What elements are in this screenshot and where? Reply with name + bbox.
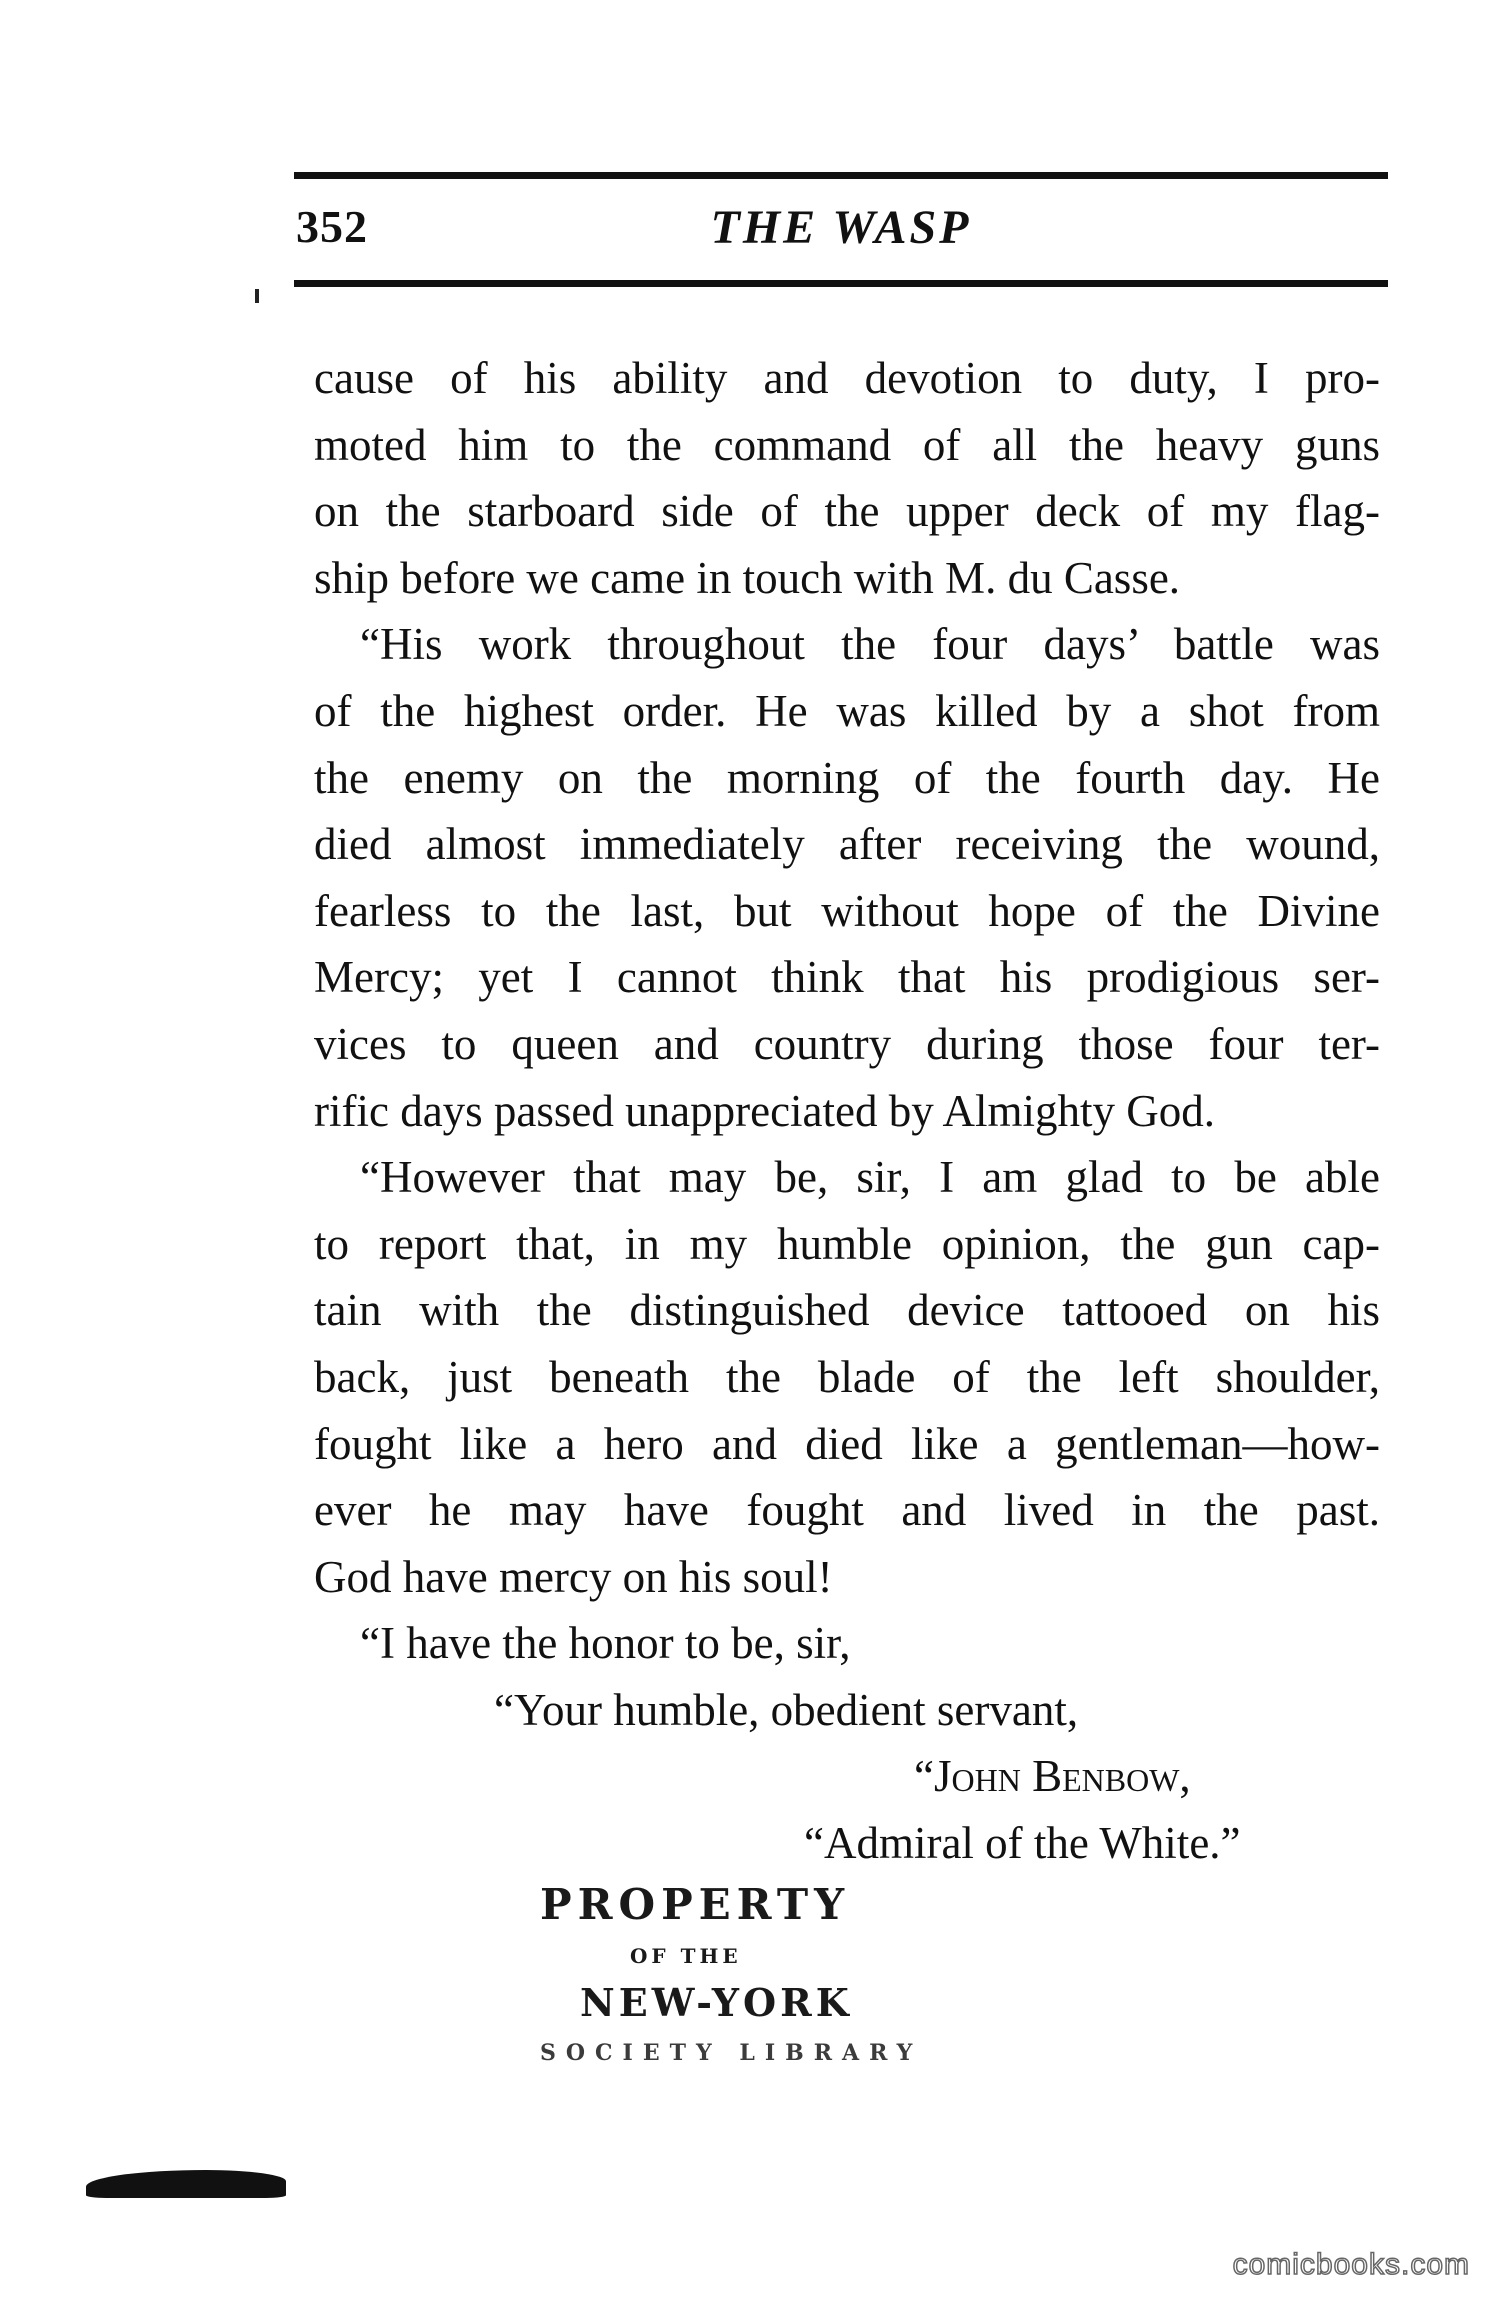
stray-ink-mark: [255, 289, 259, 303]
text-line: ever he may have fought and lived in the past.: [314, 1485, 1380, 1536]
page-number: 352: [296, 201, 368, 252]
ink-smudge: [86, 2170, 286, 2198]
running-title: THE WASP: [710, 201, 972, 254]
text-line: of the highest order. He was killed by a shot from: [314, 685, 1380, 736]
header-rule-bottom: [294, 280, 1388, 287]
text-line: moted him to the command of all the heavy guns: [314, 419, 1380, 470]
stamp-line: OF THE: [630, 1944, 742, 1968]
text-line: “However that may be, sir, I am glad to be able: [360, 1152, 1380, 1203]
closing-salutation: “Your humble, obedient servant,: [494, 1684, 1079, 1735]
text-line: to report that, in my humble opinion, the gun cap-: [314, 1218, 1380, 1269]
text-line: ship before we came in touch with M. du Casse.: [314, 552, 1181, 603]
stamp-line: PROPERTY: [540, 1880, 851, 1929]
text-line: died almost immediately after receiving the wound,: [314, 819, 1380, 870]
text-line: fought like a hero and died like a gentleman—how-: [314, 1418, 1380, 1469]
stamp-line: NEW-YORK: [580, 1980, 853, 2025]
body-text: [314, 345, 1380, 1877]
text-line: rific days passed unappreciated by Almighty God.: [314, 1085, 1216, 1136]
text-line: God have mercy on his soul!: [314, 1551, 833, 1602]
text-line: the enemy on the morning of the fourth day. He: [314, 752, 1380, 803]
text-line: fearless to the last, but without hope of the Divine: [314, 885, 1380, 936]
text-line: vices to queen and country during those four ter-: [314, 1018, 1380, 1069]
text-line: tain with the distinguished device tattooed on his: [314, 1285, 1380, 1336]
text-line: “His work throughout the four days’ battle was: [360, 619, 1380, 670]
signature-name: “John Benbow,: [914, 1751, 1191, 1802]
watermark: comicbooks.com: [1232, 2248, 1470, 2281]
text-line: back, just beneath the blade of the left shoulder,: [314, 1351, 1380, 1402]
text-line: on the starboard side of the upper deck of my flag-: [314, 486, 1380, 537]
library-stamp: [460, 1880, 980, 2080]
text-line: cause of his ability and devotion to duty, I pro-: [314, 353, 1380, 403]
text-line: Mercy; yet I cannot think that his prodigious ser-: [314, 952, 1380, 1003]
header-rule-top: [294, 172, 1388, 179]
signature-title: “Admiral of the White.”: [804, 1818, 1241, 1869]
stamp-line: SOCIETY LIBRARY: [540, 2040, 923, 2066]
closing-line: “I have the honor to be, sir,: [360, 1618, 851, 1669]
